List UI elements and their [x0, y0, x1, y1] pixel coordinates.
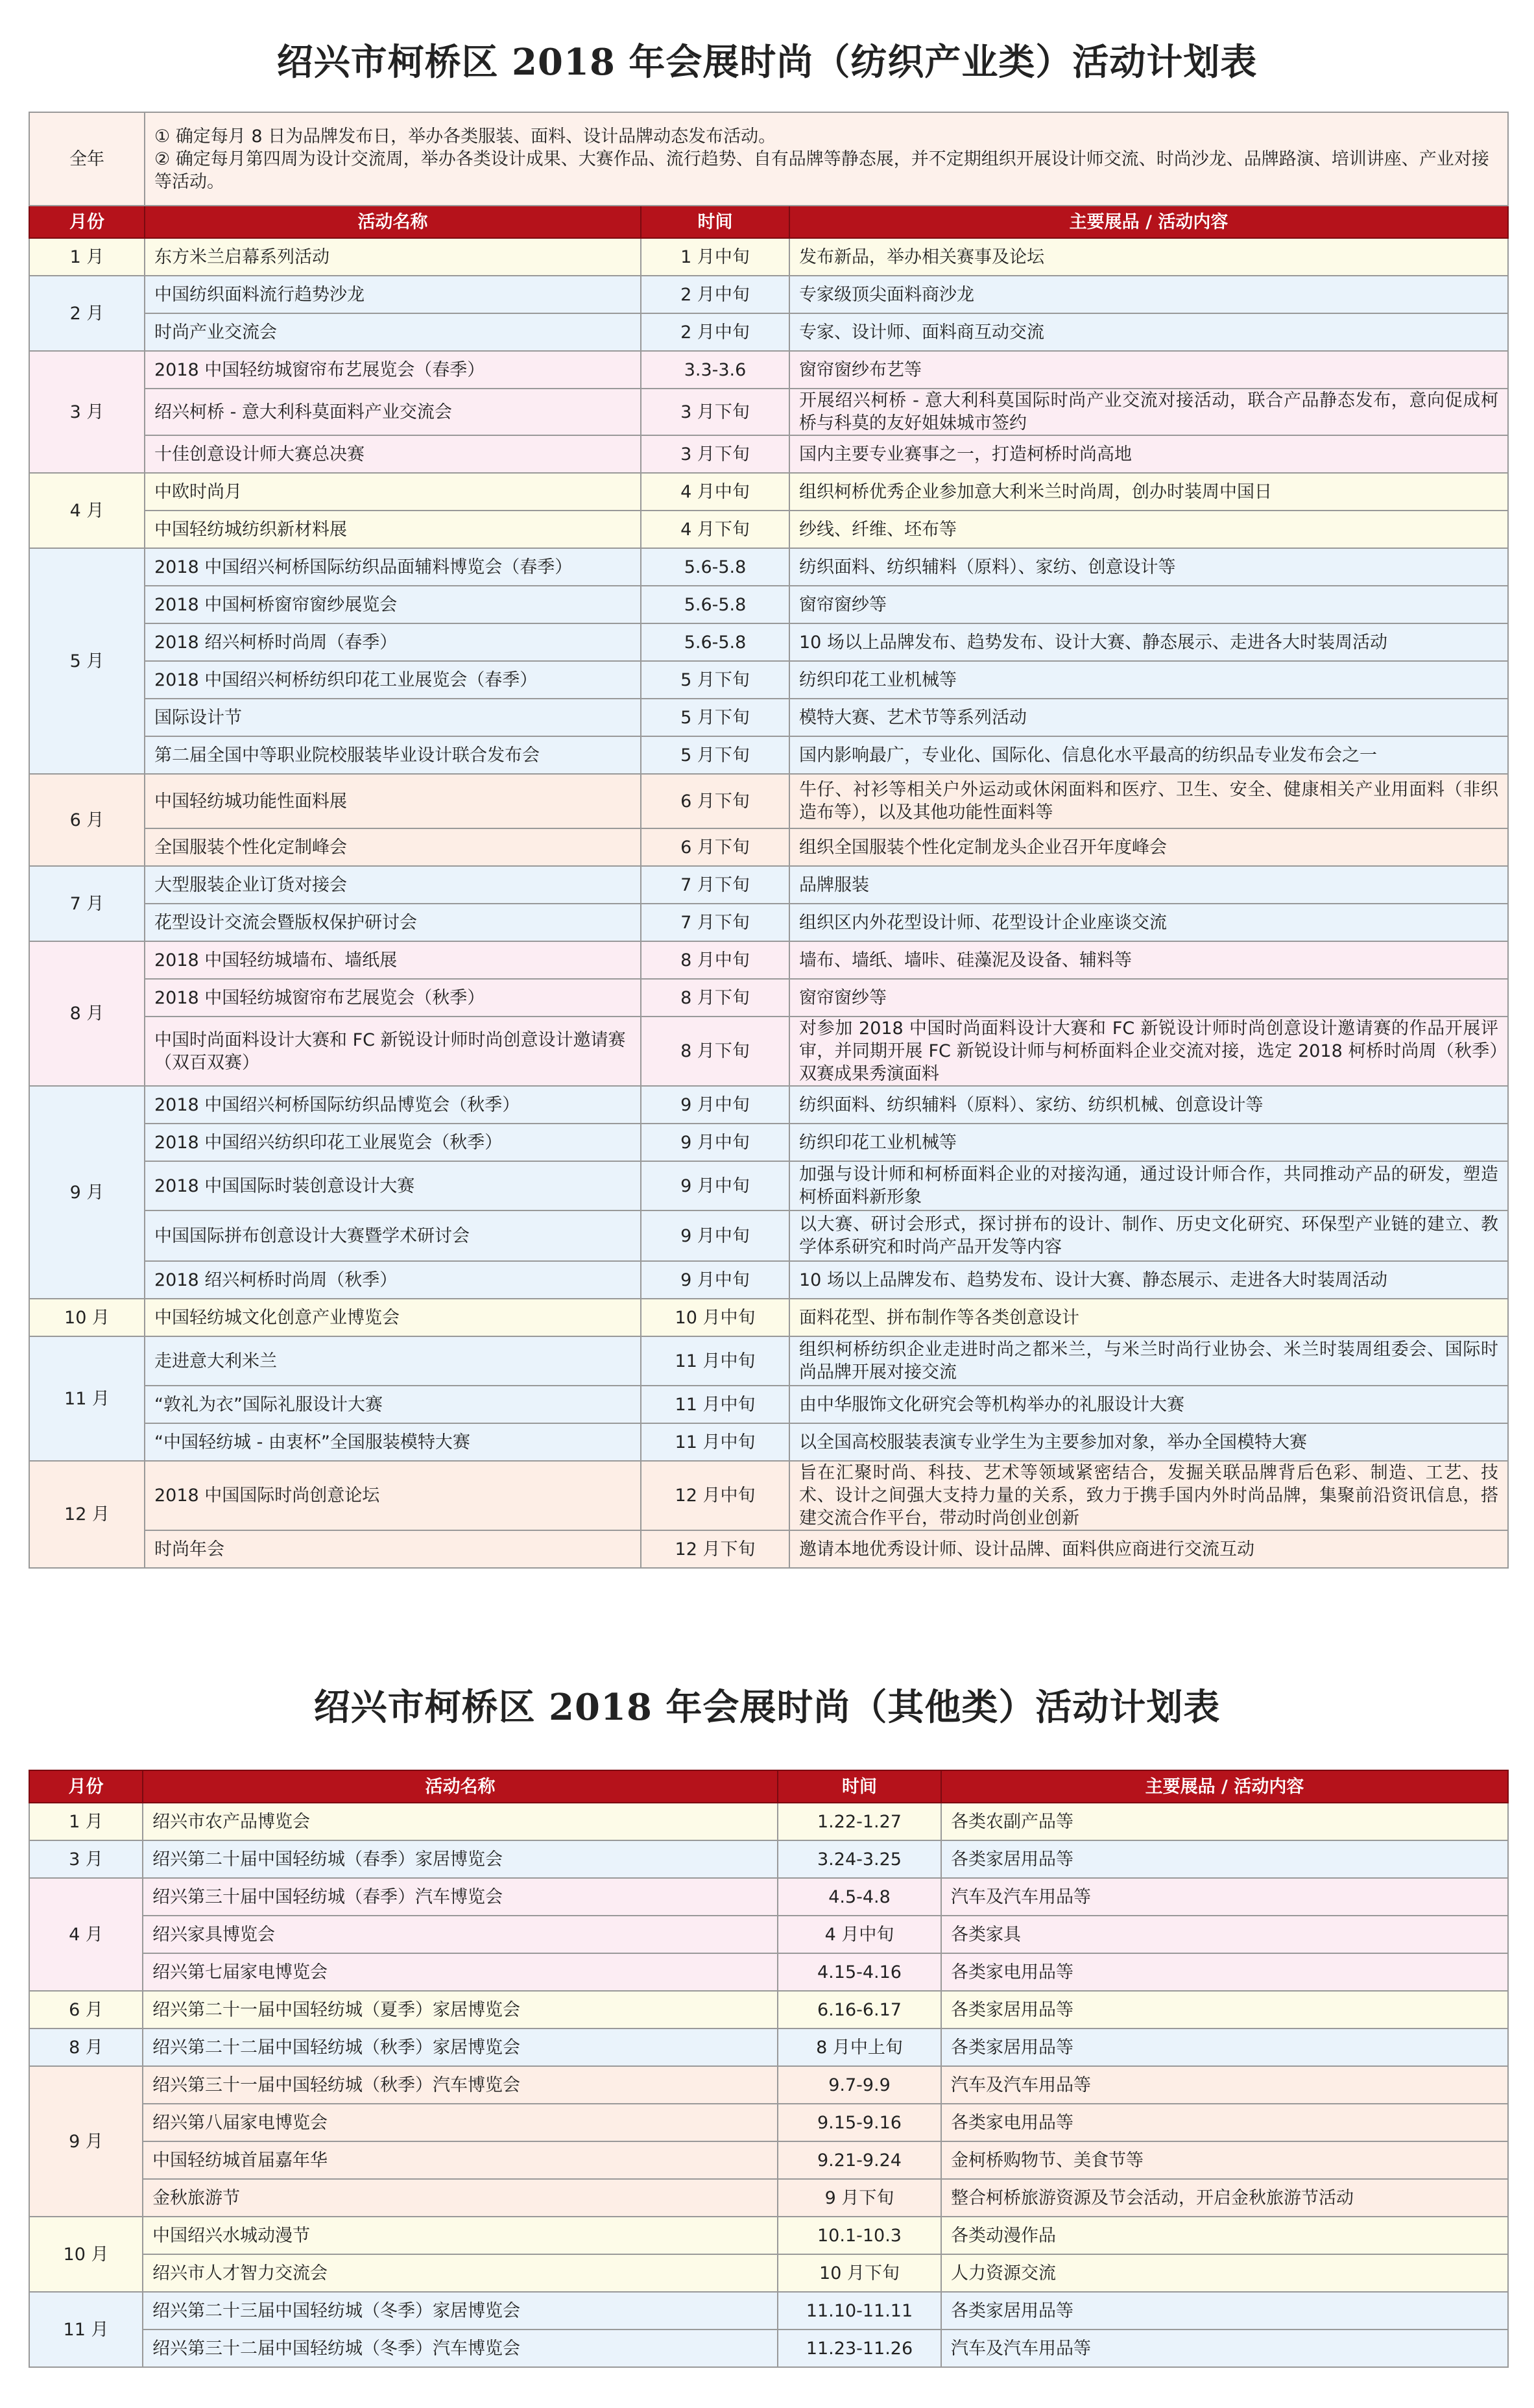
month-cell: 2 月 [29, 276, 145, 351]
table-row [29, 1299, 1508, 1336]
content-cell: 旨在汇聚时尚、科技、艺术等领域紧密结合，发掘关联品牌背后色彩、制造、工艺、技术、设计之间强大支持力量的关系，致力于携手国内外时尚品牌，集聚前沿资讯信息，搭建交流合作平台，带动时尚创业创新 [789, 1461, 1508, 1530]
activity-name-cell: 绍兴第七届家电博览会 [143, 1953, 778, 1991]
activity-name-cell: 花型设计交流会暨版权保护研讨会 [145, 904, 641, 941]
activity-name-cell: 2018 中国绍兴纺织印花工业展览会（秋季） [145, 1124, 641, 1161]
time-cell: 5 月下旬 [641, 661, 789, 699]
time-cell: 8 月中上旬 [778, 2029, 941, 2066]
time-cell: 9.21-9.24 [778, 2141, 941, 2179]
table-row [29, 1461, 1508, 1530]
header-time: 时间 [641, 206, 789, 238]
activity-name-cell: 2018 中国轻纺城墙布、墙纸展 [145, 941, 641, 979]
activity-name-cell: 绍兴第二十三届中国轻纺城（冬季）家居博览会 [143, 2292, 778, 2330]
activity-name-cell: 中国轻纺城文化创意产业博览会 [145, 1299, 641, 1336]
activity-name-cell: 中国国际拼布创意设计大赛暨学术研讨会 [145, 1210, 641, 1261]
content-cell: 窗帘窗纱布艺等 [789, 351, 1508, 389]
activity-name-cell: 绍兴第二十届中国轻纺城（春季）家居博览会 [143, 1840, 778, 1878]
table-row [29, 1086, 1508, 1124]
time-cell: 5.6-5.8 [641, 586, 789, 623]
content-cell: 各类家居用品等 [941, 1840, 1508, 1878]
table-row [29, 904, 1508, 941]
header-month: 月份 [29, 206, 145, 238]
time-cell: 7 月下旬 [641, 904, 789, 941]
all-year-label: 全年 [29, 112, 145, 206]
activity-name-cell: 时尚产业交流会 [145, 313, 641, 351]
table-row [29, 511, 1508, 548]
content-cell: 专家级顶尖面料商沙龙 [789, 276, 1508, 313]
table-row [29, 238, 1508, 276]
activity-name-cell: 绍兴第二十二届中国轻纺城（秋季）家居博览会 [143, 2029, 778, 2066]
time-cell: 11.23-11.26 [778, 2330, 941, 2367]
time-cell: 4 月中旬 [778, 1916, 941, 1953]
table-row [29, 1124, 1508, 1161]
table-row [29, 1261, 1508, 1299]
table-row [29, 866, 1508, 904]
time-cell: 6.16-6.17 [778, 1991, 941, 2029]
month-cell: 11 月 [29, 2292, 143, 2367]
month-cell: 5 月 [29, 548, 145, 774]
time-cell: 3.3-3.6 [641, 351, 789, 389]
activity-name-cell: 2018 中国绍兴柯桥国际纺织品面辅料博览会（春季） [145, 548, 641, 586]
month-cell: 10 月 [29, 2217, 143, 2292]
table2-title: 绍兴市柯桥区 2018 年会展时尚（其他类）活动计划表 [313, 1686, 1221, 1729]
content-cell: 组织柯桥优秀企业参加意大利米兰时尚周，创办时装周中国日 [789, 473, 1508, 511]
table-row [29, 2254, 1508, 2292]
time-cell: 5.6-5.8 [641, 623, 789, 661]
month-cell: 6 月 [29, 1991, 143, 2029]
activity-name-cell: 中国绍兴水城动漫节 [143, 2217, 778, 2254]
month-cell: 8 月 [29, 2029, 143, 2066]
table-row [29, 1161, 1508, 1210]
time-cell: 9 月中旬 [641, 1161, 789, 1210]
time-cell: 11 月中旬 [641, 1423, 789, 1461]
content-cell: 各类家电用品等 [941, 2104, 1508, 2141]
table-row [29, 1386, 1508, 1423]
table-row [29, 623, 1508, 661]
table-row [29, 2066, 1508, 2104]
content-cell: 汽车及汽车用品等 [941, 2330, 1508, 2367]
all-year-line-1: ① 确定每月 8 日为品牌发布日，举办各类服装、面料、设计品牌动态发布活动。 [154, 126, 776, 147]
content-cell: 模特大赛、艺术节等系列活动 [789, 699, 1508, 736]
time-cell: 2 月中旬 [641, 313, 789, 351]
month-cell: 9 月 [29, 1086, 145, 1299]
month-cell: 3 月 [29, 351, 145, 473]
table-row [29, 979, 1508, 1017]
month-cell: 3 月 [29, 1840, 143, 1878]
content-cell: 金柯桥购物节、美食节等 [941, 2141, 1508, 2179]
time-cell: 3.24-3.25 [778, 1840, 941, 1878]
activity-name-cell: 东方米兰启幕系列活动 [145, 238, 641, 276]
textile-activities-table [29, 112, 1509, 1569]
table-row [29, 828, 1508, 866]
month-cell: 6 月 [29, 774, 145, 866]
table-row [29, 1916, 1508, 1953]
content-cell: 对参加 2018 中国时尚面料设计大赛和 FC 新锐设计师时尚创意设计邀请赛的作品开展评审，并同期开展 FC 新锐设计师与柯桥面料企业交流对接，选定 2018 柯桥时尚周（秋季）双赛成果秀演面料 [789, 1017, 1508, 1086]
content-cell: 纺织印花工业机械等 [789, 1124, 1508, 1161]
activity-name-cell: 2018 中国轻纺城窗帘布艺展览会（秋季） [145, 979, 641, 1017]
activity-name-cell: 国际设计节 [145, 699, 641, 736]
content-cell: 窗帘窗纱等 [789, 979, 1508, 1017]
other-activities-table [29, 1770, 1509, 2368]
content-cell: 各类家居用品等 [941, 2029, 1508, 2066]
time-cell: 11.10-11.11 [778, 2292, 941, 2330]
activity-name-cell: 2018 中国国际时装创意设计大赛 [145, 1161, 641, 1210]
content-cell: 牛仔、衬衫等相关户外运动或休闲面料和医疗、卫生、安全、健康相关产业用面料（非织造布等），以及其他功能性面料等 [789, 774, 1508, 828]
month-cell: 9 月 [29, 2066, 143, 2217]
content-cell: 窗帘窗纱等 [789, 586, 1508, 623]
content-cell: 组织全国服装个性化定制龙头企业召开年度峰会 [789, 828, 1508, 866]
content-cell: 10 场以上品牌发布、趋势发布、设计大赛、静态展示、走进各大时装周活动 [789, 623, 1508, 661]
activity-name-cell: 中国纺织面料流行趋势沙龙 [145, 276, 641, 313]
time-cell: 12 月中旬 [641, 1461, 789, 1530]
table-row [29, 1878, 1508, 1916]
table-row [29, 351, 1508, 389]
table-row [29, 2141, 1508, 2179]
content-cell: 加强与设计师和柯桥面料企业的对接沟通，通过设计师合作，共同推动产品的研发，塑造柯桥面料新形象 [789, 1161, 1508, 1210]
content-cell: 组织柯桥纺织企业走进时尚之都米兰，与米兰时尚行业协会、米兰时装周组委会、国际时尚品牌开展对接交流 [789, 1336, 1508, 1386]
header-content: 主要展品 / 活动内容 [941, 1770, 1508, 1803]
activity-name-cell: 绍兴第三十一届中国轻纺城（秋季）汽车博览会 [143, 2066, 778, 2104]
header-name: 活动名称 [143, 1770, 778, 1803]
content-cell: 开展绍兴柯桥 - 意大利科莫国际时尚产业交流对接活动，联合产品静态发布，意向促成柯桥与科莫的友好姐妹城市签约 [789, 389, 1508, 435]
time-cell: 4.15-4.16 [778, 1953, 941, 1991]
activity-name-cell: 中国轻纺城首届嘉年华 [143, 2141, 778, 2179]
time-cell: 5 月下旬 [641, 699, 789, 736]
table-row [29, 389, 1508, 435]
time-cell: 8 月中旬 [641, 941, 789, 979]
content-cell: 各类家居用品等 [941, 1991, 1508, 2029]
all-year-line-2: ② 确定每月第四周为设计交流周，举办各类设计成果、大赛作品、流行趋势、自有品牌等静态展，并不定期组织开展设计师交流、时尚沙龙、品牌路演、培训讲座、产业对接等活动。 [154, 149, 1489, 192]
table-row [29, 548, 1508, 586]
content-cell: 各类家具 [941, 1916, 1508, 1953]
table-row [29, 2104, 1508, 2141]
table-row [29, 1953, 1508, 1991]
time-cell: 11 月中旬 [641, 1386, 789, 1423]
month-cell: 7 月 [29, 866, 145, 941]
time-cell: 1.22-1.27 [778, 1803, 941, 1840]
table-row [29, 1017, 1508, 1086]
activity-name-cell: “敦礼为衣”国际礼服设计大赛 [145, 1386, 641, 1423]
activity-name-cell: 金秋旅游节 [143, 2179, 778, 2217]
header-time: 时间 [778, 1770, 941, 1803]
time-cell: 6 月下旬 [641, 828, 789, 866]
table-row [29, 1423, 1508, 1461]
content-cell: 纱线、纤维、坯布等 [789, 511, 1508, 548]
table-row [29, 2179, 1508, 2217]
content-cell: 人力资源交流 [941, 2254, 1508, 2292]
month-cell: 4 月 [29, 473, 145, 548]
activity-name-cell: 走进意大利米兰 [145, 1336, 641, 1386]
activity-name-cell: 时尚年会 [145, 1530, 641, 1568]
table-row [29, 1991, 1508, 2029]
table-row [29, 2217, 1508, 2254]
time-cell: 9.15-9.16 [778, 2104, 941, 2141]
time-cell: 4 月下旬 [641, 511, 789, 548]
time-cell: 4.5-4.8 [778, 1878, 941, 1916]
content-cell: 面料花型、拼布制作等各类创意设计 [789, 1299, 1508, 1336]
content-cell: 由中华服饰文化研究会等机构举办的礼服设计大赛 [789, 1386, 1508, 1423]
activity-name-cell: 绍兴市人才智力交流会 [143, 2254, 778, 2292]
content-cell: 品牌服装 [789, 866, 1508, 904]
table-row [29, 736, 1508, 774]
table-row [29, 1336, 1508, 1386]
time-cell: 1 月中旬 [641, 238, 789, 276]
activity-name-cell: 2018 中国绍兴柯桥纺织印花工业展览会（春季） [145, 661, 641, 699]
activity-name-cell: 大型服装企业订货对接会 [145, 866, 641, 904]
activity-name-cell: 中国轻纺城纺织新材料展 [145, 511, 641, 548]
table-row [29, 699, 1508, 736]
table2-header-row [29, 1770, 1508, 1803]
content-cell: 纺织面料、纺织辅料（原料）、家纺、创意设计等 [789, 548, 1508, 586]
table-row [29, 1530, 1508, 1568]
table1-header-row [29, 206, 1508, 238]
table-row [29, 2330, 1508, 2367]
time-cell: 3 月下旬 [641, 435, 789, 473]
time-cell: 5.6-5.8 [641, 548, 789, 586]
time-cell: 3 月下旬 [641, 389, 789, 435]
time-cell: 7 月下旬 [641, 866, 789, 904]
month-cell: 8 月 [29, 941, 145, 1086]
time-cell: 9 月中旬 [641, 1124, 789, 1161]
table-row [29, 774, 1508, 828]
content-cell: 专家、设计师、面料商互动交流 [789, 313, 1508, 351]
content-cell: 纺织面料、纺织辅料（原料）、家纺、纺织机械、创意设计等 [789, 1086, 1508, 1124]
all-year-content [145, 112, 1508, 206]
time-cell: 4 月中旬 [641, 473, 789, 511]
activity-name-cell: 绍兴第八届家电博览会 [143, 2104, 778, 2141]
activity-name-cell: 中国时尚面料设计大赛和 FC 新锐设计师时尚创意设计邀请赛（双百双赛） [145, 1017, 641, 1086]
content-cell: 以大赛、研讨会形式，探讨拼布的设计、制作、历史文化研究、环保型产业链的建立、教学体系研究和时尚产品开发等内容 [789, 1210, 1508, 1261]
content-cell: 邀请本地优秀设计师、设计品牌、面料供应商进行交流互动 [789, 1530, 1508, 1568]
month-cell: 1 月 [29, 1803, 143, 1840]
activity-name-cell: 绍兴第三十届中国轻纺城（春季）汽车博览会 [143, 1878, 778, 1916]
content-cell: 发布新品，举办相关赛事及论坛 [789, 238, 1508, 276]
content-cell: 国内主要专业赛事之一，打造柯桥时尚高地 [789, 435, 1508, 473]
activity-name-cell: 2018 绍兴柯桥时尚周（春季） [145, 623, 641, 661]
month-cell: 11 月 [29, 1336, 145, 1461]
table-row [29, 2292, 1508, 2330]
activity-name-cell: 中国轻纺城功能性面料展 [145, 774, 641, 828]
content-cell: 纺织印花工业机械等 [789, 661, 1508, 699]
activity-name-cell: 2018 中国轻纺城窗帘布艺展览会（春季） [145, 351, 641, 389]
month-cell: 4 月 [29, 1878, 143, 1991]
time-cell: 9 月中旬 [641, 1261, 789, 1299]
time-cell: 9 月中旬 [641, 1086, 789, 1124]
table-row [29, 1803, 1508, 1840]
table-row [29, 2029, 1508, 2066]
table-row [29, 435, 1508, 473]
time-cell: 10 月中旬 [641, 1299, 789, 1336]
activity-name-cell: 中欧时尚月 [145, 473, 641, 511]
month-cell: 1 月 [29, 238, 145, 276]
content-cell: 墙布、墙纸、墙咔、硅藻泥及设备、辅料等 [789, 941, 1508, 979]
table-row [29, 1210, 1508, 1261]
content-cell: 整合柯桥旅游资源及节会活动，开启金秋旅游节活动 [941, 2179, 1508, 2217]
activity-name-cell: 2018 中国国际时尚创意论坛 [145, 1461, 641, 1530]
time-cell: 2 月中旬 [641, 276, 789, 313]
header-name: 活动名称 [145, 206, 641, 238]
month-cell: 12 月 [29, 1461, 145, 1568]
activity-name-cell: 第二届全国中等职业院校服装毕业设计联合发布会 [145, 736, 641, 774]
time-cell: 9 月中旬 [641, 1210, 789, 1261]
time-cell: 10.1-10.3 [778, 2217, 941, 2254]
time-cell: 5 月下旬 [641, 736, 789, 774]
activity-name-cell: “中国轻纺城 - 由衷杯”全国服装模特大赛 [145, 1423, 641, 1461]
time-cell: 6 月下旬 [641, 774, 789, 828]
content-cell: 各类动漫作品 [941, 2217, 1508, 2254]
table-row [29, 313, 1508, 351]
activity-name-cell: 2018 中国柯桥窗帘窗纱展览会 [145, 586, 641, 623]
time-cell: 9.7-9.9 [778, 2066, 941, 2104]
table1-title: 绍兴市柯桥区 2018 年会展时尚（纺织产业类）活动计划表 [276, 41, 1258, 84]
time-cell: 10 月下旬 [778, 2254, 941, 2292]
table-row [29, 586, 1508, 623]
time-cell: 12 月下旬 [641, 1530, 789, 1568]
table-row [29, 941, 1508, 979]
activity-name-cell: 全国服装个性化定制峰会 [145, 828, 641, 866]
content-cell: 国内影响最广，专业化、国际化、信息化水平最高的纺织品专业发布会之一 [789, 736, 1508, 774]
table-row [29, 473, 1508, 511]
content-cell: 以全国高校服装表演专业学生为主要参加对象，举办全国模特大赛 [789, 1423, 1508, 1461]
month-cell: 10 月 [29, 1299, 145, 1336]
content-cell: 汽车及汽车用品等 [941, 1878, 1508, 1916]
content-cell: 组织区内外花型设计师、花型设计企业座谈交流 [789, 904, 1508, 941]
time-cell: 8 月下旬 [641, 1017, 789, 1086]
activity-name-cell: 绍兴柯桥 - 意大利科莫面料产业交流会 [145, 389, 641, 435]
content-cell: 各类家居用品等 [941, 2292, 1508, 2330]
activity-name-cell: 绍兴第二十一届中国轻纺城（夏季）家居博览会 [143, 1991, 778, 2029]
time-cell: 11 月中旬 [641, 1336, 789, 1386]
content-cell: 10 场以上品牌发布、趋势发布、设计大赛、静态展示、走进各大时装周活动 [789, 1261, 1508, 1299]
content-cell: 汽车及汽车用品等 [941, 2066, 1508, 2104]
table-row [29, 1840, 1508, 1878]
header-month: 月份 [29, 1770, 143, 1803]
activity-name-cell: 2018 绍兴柯桥时尚周（秋季） [145, 1261, 641, 1299]
content-cell: 各类农副产品等 [941, 1803, 1508, 1840]
all-year-row [29, 112, 1508, 206]
activity-name-cell: 绍兴家具博览会 [143, 1916, 778, 1953]
activity-name-cell: 绍兴市农产品博览会 [143, 1803, 778, 1840]
time-cell: 9 月下旬 [778, 2179, 941, 2217]
activity-name-cell: 十佳创意设计师大赛总决赛 [145, 435, 641, 473]
table-row [29, 276, 1508, 313]
table-row [29, 661, 1508, 699]
time-cell: 8 月下旬 [641, 979, 789, 1017]
activity-name-cell: 2018 中国绍兴柯桥国际纺织品博览会（秋季） [145, 1086, 641, 1124]
header-content: 主要展品 / 活动内容 [789, 206, 1508, 238]
activity-name-cell: 绍兴第三十二届中国轻纺城（冬季）汽车博览会 [143, 2330, 778, 2367]
content-cell: 各类家电用品等 [941, 1953, 1508, 1991]
